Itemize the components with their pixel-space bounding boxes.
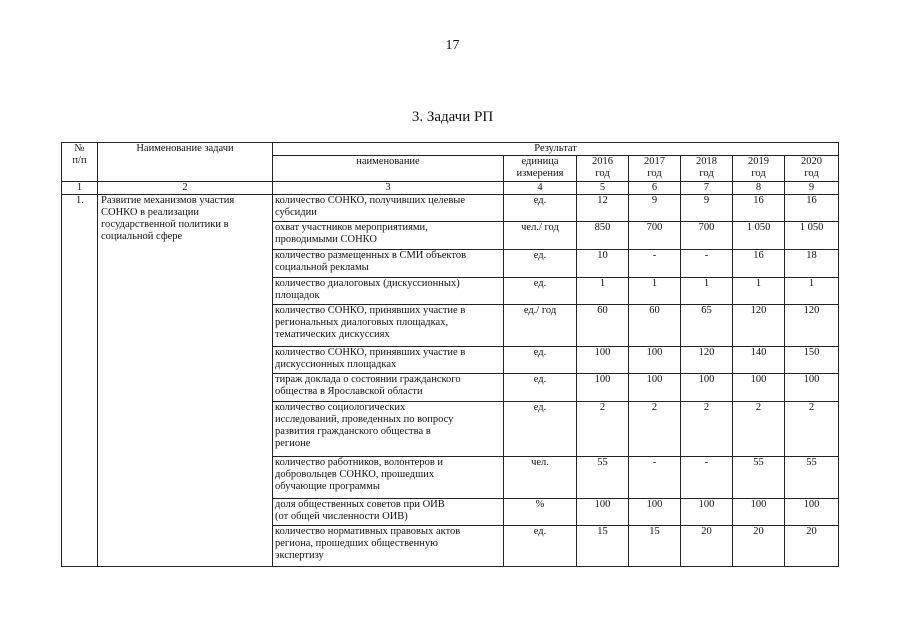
indicator-name: количество СОНКО, принявших участие в региональных диалоговых площадках, тематических дискуссиях <box>273 304 504 346</box>
column-number: 1 <box>62 181 98 194</box>
year-value: 100 <box>577 498 629 525</box>
indicator-unit: ед. <box>504 346 577 373</box>
header-num: № п/п <box>62 143 98 182</box>
year-value: 1 <box>733 277 785 304</box>
indicator-name: тираж доклада о состоянии гражданского общества в Ярославской области <box>273 373 504 401</box>
tasks-table <box>61 142 839 567</box>
year-value: 9 <box>681 194 733 221</box>
year-value: 2 <box>629 401 681 456</box>
page-number: 17 <box>445 38 460 53</box>
year-value: 120 <box>733 304 785 346</box>
year-value: 700 <box>681 221 733 249</box>
year-value: 65 <box>681 304 733 346</box>
indicator-name: количество социологических исследований, проведенных по вопросу развития гражданского общества в регионе <box>273 401 504 456</box>
year-value: 60 <box>629 304 681 346</box>
task-body <box>62 194 839 566</box>
year-value: 18 <box>785 249 839 277</box>
year-value: 1 <box>785 277 839 304</box>
indicator-unit: % <box>504 498 577 525</box>
year-value: 1 050 <box>733 221 785 249</box>
header-year: 2017 год <box>629 156 681 181</box>
indicator-unit: ед. <box>504 194 577 221</box>
year-value: 2 <box>785 401 839 456</box>
column-number: 4 <box>504 181 577 194</box>
year-value: 2 <box>577 401 629 456</box>
year-value: 100 <box>785 373 839 401</box>
indicator-name: количество размещенных в СМИ объектов социальной рекламы <box>273 249 504 277</box>
year-value: 1 <box>629 277 681 304</box>
column-numbers-row <box>62 181 839 194</box>
year-value: 100 <box>681 498 733 525</box>
indicator-unit: ед. <box>504 249 577 277</box>
header-year: 2020 год <box>785 156 839 181</box>
column-number: 2 <box>98 181 273 194</box>
header-year: 2018 год <box>681 156 733 181</box>
year-value: 16 <box>733 194 785 221</box>
year-value: 60 <box>577 304 629 346</box>
indicator-unit: ед. <box>504 277 577 304</box>
indicator-unit: чел./ год <box>504 221 577 249</box>
header-result: Результат <box>273 143 839 156</box>
year-value: 140 <box>733 346 785 373</box>
year-value: 2 <box>733 401 785 456</box>
table-row <box>62 194 839 221</box>
year-value: 100 <box>577 346 629 373</box>
task-name: Развитие механизмов участия СОНКО в реализации государственной политики в социальной сфере <box>98 194 273 566</box>
year-value: - <box>629 456 681 498</box>
indicator-name: количество диалоговых (дискуссионных) площадок <box>273 277 504 304</box>
year-value: 9 <box>629 194 681 221</box>
indicator-unit: ед. <box>504 373 577 401</box>
header-year: 2019 год <box>733 156 785 181</box>
year-value: 15 <box>577 525 629 566</box>
indicator-unit: ед. <box>504 401 577 456</box>
indicator-name: охват участников мероприятиями, проводимыми СОНКО <box>273 221 504 249</box>
year-value: 55 <box>785 456 839 498</box>
year-value: 1 050 <box>785 221 839 249</box>
indicator-unit: ед. <box>504 525 577 566</box>
indicator-unit: ед./ год <box>504 304 577 346</box>
year-value: 100 <box>733 373 785 401</box>
indicator-unit: чел. <box>504 456 577 498</box>
year-value: 150 <box>785 346 839 373</box>
year-value: 16 <box>785 194 839 221</box>
indicator-name: количество СОНКО, получивших целевые субсидии <box>273 194 504 221</box>
indicator-name: количество нормативных правовых актов региона, прошедших общественную экспертизу <box>273 525 504 566</box>
column-number: 6 <box>629 181 681 194</box>
header-task-name: Наименование задачи <box>98 143 273 182</box>
task-number: 1. <box>62 194 98 566</box>
year-value: 120 <box>681 346 733 373</box>
year-value: 20 <box>681 525 733 566</box>
year-value: 100 <box>629 373 681 401</box>
year-value: 100 <box>577 373 629 401</box>
year-value: 15 <box>629 525 681 566</box>
year-value: 100 <box>629 346 681 373</box>
year-value: 100 <box>785 498 839 525</box>
indicator-name: количество работников, волонтеров и добровольцев СОНКО, прошедших обучающие программы <box>273 456 504 498</box>
year-value: 16 <box>733 249 785 277</box>
year-value: 100 <box>681 373 733 401</box>
year-value: 1 <box>577 277 629 304</box>
year-value: 850 <box>577 221 629 249</box>
year-value: 20 <box>733 525 785 566</box>
header-year: 2016 год <box>577 156 629 181</box>
year-value: 55 <box>733 456 785 498</box>
column-number: 8 <box>733 181 785 194</box>
header-naimenovanie: наименование <box>273 156 504 181</box>
year-value: 55 <box>577 456 629 498</box>
column-number: 3 <box>273 181 504 194</box>
year-value: 120 <box>785 304 839 346</box>
year-value: 700 <box>629 221 681 249</box>
year-value: 12 <box>577 194 629 221</box>
year-value: 100 <box>733 498 785 525</box>
column-number: 9 <box>785 181 839 194</box>
column-number: 7 <box>681 181 733 194</box>
header-unit: единица измерения <box>504 156 577 181</box>
year-value: 1 <box>681 277 733 304</box>
year-value: - <box>681 249 733 277</box>
indicator-name: доля общественных советов при ОИВ (от общей численности ОИВ) <box>273 498 504 525</box>
year-value: 2 <box>681 401 733 456</box>
year-value: 20 <box>785 525 839 566</box>
year-value: - <box>681 456 733 498</box>
section-title: 3. Задачи РП <box>411 109 494 125</box>
year-value: - <box>629 249 681 277</box>
year-value: 100 <box>629 498 681 525</box>
indicator-name: количество СОНКО, принявших участие в дискуссионных площадках <box>273 346 504 373</box>
column-number: 5 <box>577 181 629 194</box>
year-value: 10 <box>577 249 629 277</box>
